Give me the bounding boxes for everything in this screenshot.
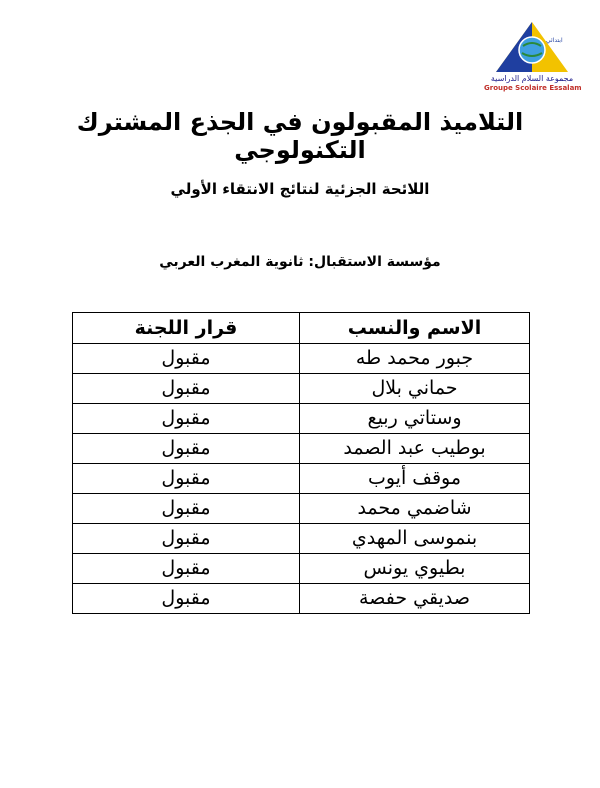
table-row <box>73 344 530 374</box>
student-name: بطيوي يونس <box>300 554 530 584</box>
student-name: جبور محمد طه <box>300 344 530 374</box>
table-row <box>73 434 530 464</box>
school-logo <box>484 20 582 92</box>
committee-decision: مقبول <box>73 464 300 494</box>
table-row <box>73 584 530 614</box>
admitted-students-table <box>72 312 530 614</box>
student-name: موقف أيوب <box>300 464 530 494</box>
school-logo-icon <box>492 20 572 74</box>
table-row <box>73 494 530 524</box>
student-name: شاضمي محمد <box>300 494 530 524</box>
student-name: بنموسى المهدي <box>300 524 530 554</box>
student-name: وستاتي ربيع <box>300 404 530 434</box>
student-name: حماني بلال <box>300 374 530 404</box>
host-institution: مؤسسة الاستقبال: ثانوية المغرب العربي <box>159 254 441 270</box>
table-row <box>73 554 530 584</box>
page-subtitle: اللائحة الجزئية لنتائج الانتقاء الأولي <box>170 180 430 198</box>
committee-decision: مقبول <box>73 494 300 524</box>
header-decision: قرار اللجنة <box>73 313 300 344</box>
table-row <box>73 464 530 494</box>
committee-decision: مقبول <box>73 344 300 374</box>
committee-decision: مقبول <box>73 524 300 554</box>
committee-decision: مقبول <box>73 554 300 584</box>
table-row <box>73 404 530 434</box>
committee-decision: مقبول <box>73 434 300 464</box>
student-name: صديقي حفصة <box>300 584 530 614</box>
logo-mark-text: ابتدائي <box>546 37 563 44</box>
table-header-row <box>73 313 530 344</box>
page-title: التلاميذ المقبولون في الجذع المشترك التكنولوجي <box>76 108 524 164</box>
table-row <box>73 524 530 554</box>
header-name: الاسم والنسب <box>300 313 530 344</box>
table-row <box>73 374 530 404</box>
committee-decision: مقبول <box>73 584 300 614</box>
student-name: بوطيب عبد الصمد <box>300 434 530 464</box>
committee-decision: مقبول <box>73 404 300 434</box>
logo-french-name: Groupe Scolaire Essalam <box>484 84 582 92</box>
logo-arabic-name: مجموعة السلام الدراسية <box>490 74 574 83</box>
committee-decision: مقبول <box>73 374 300 404</box>
